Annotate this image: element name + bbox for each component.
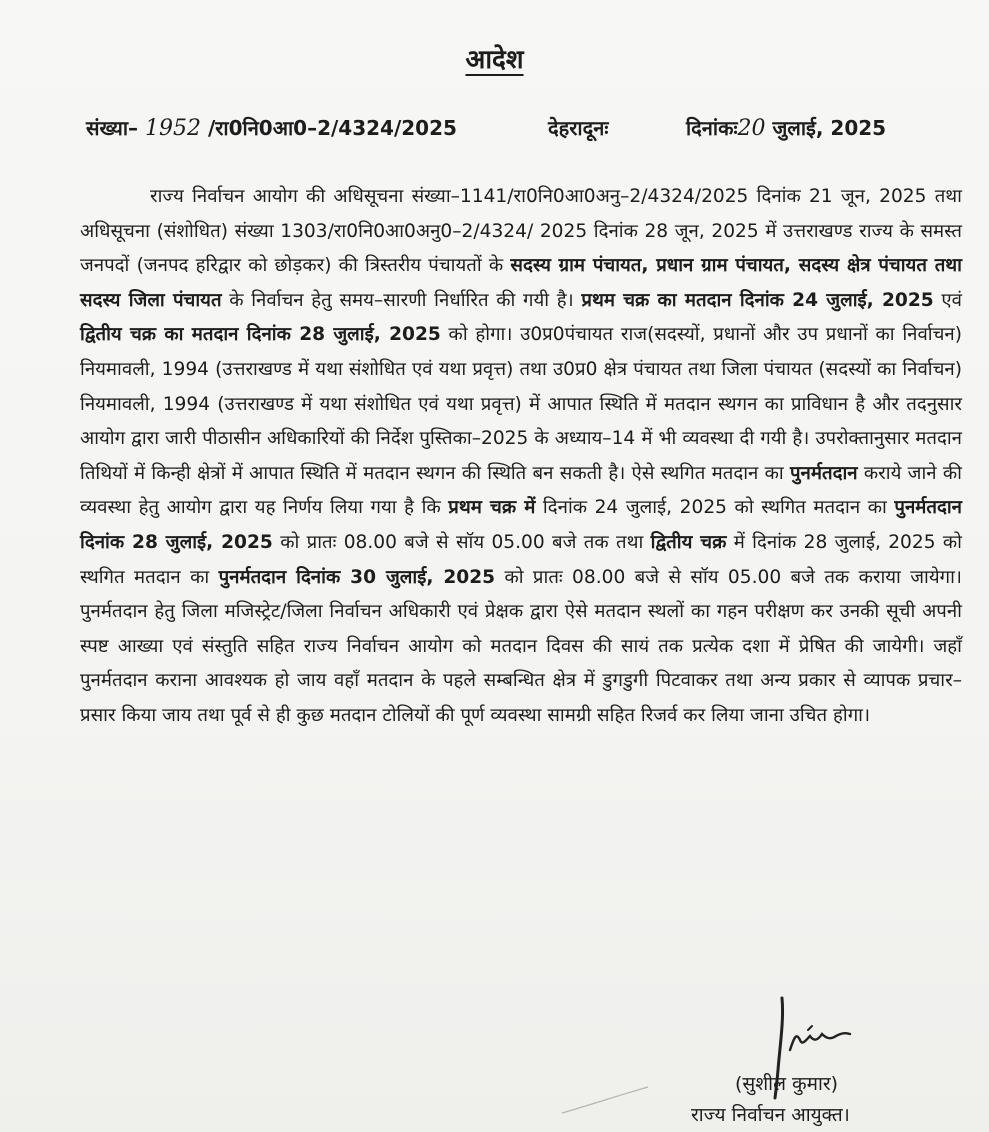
reference-number: संख्या– 1952 /रा0नि0आ0–2/4324/2025: [86, 116, 457, 141]
signatory-designation: राज्य निर्वाचन आयुक्त।: [691, 1104, 850, 1126]
place-name: देहरादूनः: [548, 116, 609, 140]
bold-repoll: पुनर्मतदान: [790, 462, 858, 484]
order-date: दिनांकः20 जुलाई, 2025: [686, 116, 887, 141]
order-body-paragraph: राज्य निर्वाचन आयोग की अधिसूचना संख्या–1141/रा0नि0आ0अनु–2/4324/2025 दिनांक 21 जून, 2025 तथा अधिसूचना (संशोधित) संख्या 1303/रा0नि0आ0अनु0–2/4324/ 2025 दिनांक 28 जून, 2025 में उत्तराखण्ड राज्य के समस्त जनपदों (जनपद हरिद्वार को छोड़कर) की त्रिस्तरीय पंचायतों के सदस्य ग्राम पंचायत, प्रधान ग्राम पंचायत, सदस्य क्षेत्र पंचायत तथा सदस्य जिला पंचायत के निर्वाचन हेतु समय–सारणी निर्धारित की गयी है। प्रथम चक्र का मतदान दिनांक 24 जुलाई, 2025 एवं द्वितीय चक्र का मतदान दिनांक 28 जुलाई, 2025 को होगा। उ0प्र0पंचायत राज(सदस्यों, प्रधानों और उप प्रधानों का निर्वाचन) नियमावली, 1994 (उत्तराखण्ड में यथा संशोधित एवं यथा प्रवृत्त) तथा उ0प्र0 क्षेत्र पंचायत तथा जिला पंचायत (सदस्यों का निर्वाचन) नियमावली, 1994 (उत्तराखण्ड में यथा संशोधित एवं यथा प्रवृत्त) में आपात स्थिति में मतदान स्थगन का प्राविधान है और तदनुसार आयोग द्वारा जारी पीठासीन अधिकारियों की निर्देश पुस्तिका–2025 के अध्याय–14 में भी व्यवस्था दी गयी है। उपरोक्तानुसार मतदान तिथियों में किन्ही क्षेत्रों में आपात स्थिति में मतदान स्थगन की स्थिति बन सकती है। ऐसे स्थगित मतदान का पुनर्मतदान कराये जाने की व्यवस्था हेतु आयोग द्वारा यह निर्णय लिया गया है कि प्रथम चक्र में दिनांक 24 जुलाई, 2025 को स्थगित मतदान का पुनर्मतदान दिनांक 28 जुलाई, 2025 को प्रातः 08.00 बजे से सॉय 05.00 बजे तक तथा द्वितीय चक्र में दिनांक 28 जुलाई, 2025 को स्थगित मतदान का पुनर्मतदान दिनांक 30 जुलाई, 2025 को प्रातः 08.00 बजे से सॉय 05.00 बजे तक कराया जायेगा। पुनर्मतदान हेतु जिला मजिस्ट्रेट/जिला निर्वाचन अधिकारी एवं प्रेक्षक द्वारा ऐसे मतदान स्थलों का गहन परीक्षण कर उनकी सूची अपनी स्पष्ट आख्या एवं संस्तुति सहित राज्य निर्वाचन आयोग को मतदान दिवस की सायं तक प्रत्येक दशा में प्रेषित की जायेगी। जहाँ पुनर्मतदान कराना आवश्यक हो जाय वहाँ मतदान के पहले सम्बन्धित क्षेत्र में डुगडुगी पिटवाकर तथा अन्य प्रकार से व्यापक प्रचार–प्रसार किया जाय तथा पूर्व से ही कुछ मतदान टोलियों की पूर्ण व्यवस्था सामग्री सहित रिजर्व कर लिया जाना उचित होगा।: [80, 186, 963, 726]
bold-repoll-date1: पुनर्मतदान दिनांक 28 जुलाई, 2025: [80, 497, 962, 553]
bold-phase1: प्रथम चक्र में: [448, 497, 536, 519]
bold-phase2: द्वितीय चक्र: [650, 531, 727, 553]
bold-phase2-poll: द्वितीय चक्र का मतदान दिनांक 28 जुलाई, 2025: [80, 324, 441, 346]
bold-phase1-poll: प्रथम चक्र का मतदान दिनांक 24 जुलाई, 2025: [581, 289, 934, 311]
handwritten-number: 1952: [144, 116, 201, 141]
document-heading: आदेश: [465, 45, 524, 75]
bold-repoll-date2: पुनर्मतदान दिनांक 30 जुलाई, 2025: [218, 566, 496, 588]
handwritten-day: 20: [737, 116, 766, 141]
bold-posts: सदस्य ग्राम पंचायत, प्रधान ग्राम पंचायत, सदस्य क्षेत्र पंचायत तथा सदस्य जिला पंचायत: [80, 255, 962, 311]
signatory-name: (सुशील कुमार): [735, 1073, 839, 1095]
pen-stray-mark: [560, 1085, 650, 1115]
